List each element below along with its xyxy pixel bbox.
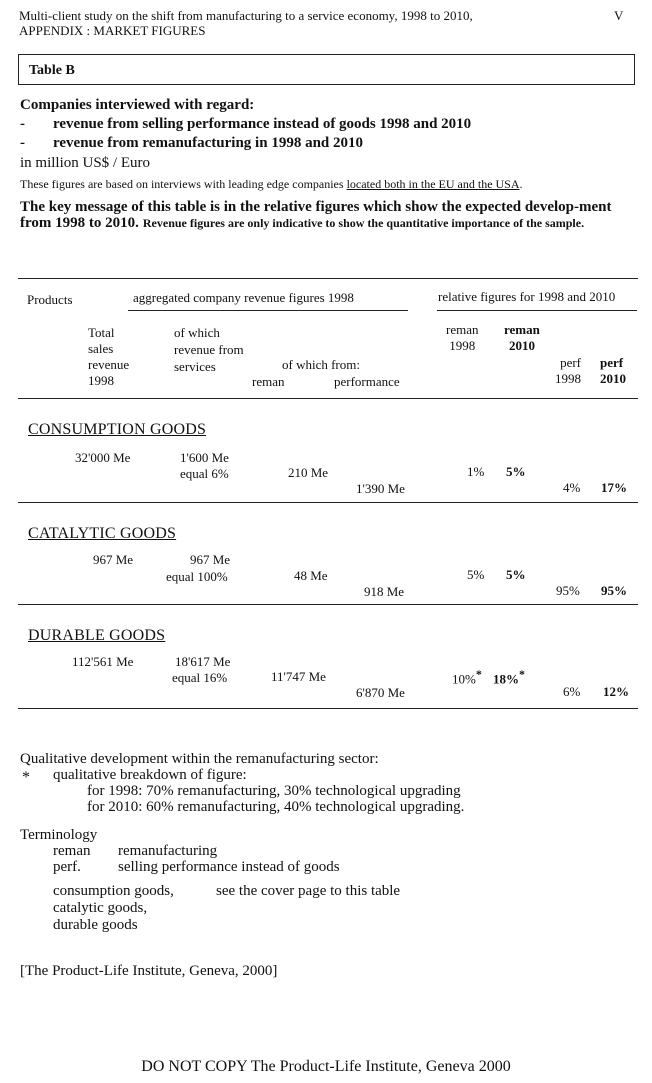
- header-line-2: APPENDIX : MARKET FIGURES: [19, 23, 206, 38]
- basis-end: .: [519, 177, 523, 191]
- basis-text: These figures are based on interviews with leading edge companies: [20, 177, 344, 191]
- row-perf-value: 6'870 Me: [356, 685, 405, 700]
- row-perf-2010: 17%: [601, 480, 627, 495]
- table-label-box: [18, 54, 635, 85]
- table-label: Table B: [29, 63, 75, 78]
- row-rule-1: [18, 502, 638, 503]
- key-message-bold: The key message of this table is in the relative figures which show the expected develop-ment from 1998 to 2010.: [20, 199, 612, 231]
- row-reman-value: 210 Me: [288, 465, 329, 480]
- subhead-services-l3: services: [174, 359, 216, 374]
- row-reman-1998: 1%: [467, 464, 485, 479]
- source-citation: [The Product-Life Institute, Geneva, 2000]: [20, 963, 278, 979]
- row-reman-value: 11'747 Me: [271, 669, 326, 684]
- row-services-share: equal 6%: [180, 466, 229, 481]
- relative-rule: [437, 310, 637, 311]
- subhead-reman-1998-l2: 1998: [449, 338, 476, 353]
- row-total: 967 Me: [93, 552, 134, 567]
- subhead-reman-1998-l1: reman: [446, 322, 479, 337]
- row-perf-value: 918 Me: [364, 584, 405, 599]
- intro-heading: Companies interviewed with regard:: [20, 97, 255, 113]
- row-total: 112'561 Me: [72, 654, 134, 669]
- section-catalytic-goods: CATALYTIC GOODS: [28, 525, 177, 542]
- subhead-total-l4: 1998: [88, 373, 114, 388]
- subhead-perf-2010: [600, 355, 626, 387]
- subhead-performance: performance: [334, 374, 400, 389]
- subhead-total-l2: sales: [88, 341, 114, 356]
- key-message-small: Revenue figures are only indicative to show the quantitative importance of the sample.: [142, 216, 585, 230]
- row-reman-2010: 5%: [506, 567, 526, 582]
- subhead-total: [88, 325, 129, 389]
- row-perf-1998: 95%: [556, 583, 580, 598]
- subhead-services-l2: revenue from: [174, 342, 244, 357]
- intro-bullet-2: revenue from remanufacturing in 1998 and 2010: [53, 135, 363, 151]
- row-reman-1998: [452, 667, 482, 687]
- row-services-value: 18'617 Me: [175, 654, 231, 669]
- row-services-share: equal 100%: [166, 569, 228, 584]
- section-durable-goods: DURABLE GOODS: [28, 627, 166, 644]
- table-top-rule: [18, 278, 638, 279]
- terminology-heading: Terminology: [20, 827, 98, 843]
- term-goods-3: durable goods: [53, 917, 138, 933]
- term-perf: perf.: [53, 859, 81, 875]
- term-goods-ref: see the cover page to this table: [216, 883, 401, 899]
- subhead-total-l3: revenue: [88, 357, 130, 372]
- subhead-reman-2010-l1: reman: [504, 322, 540, 337]
- subhead-services: [174, 324, 244, 375]
- qualitative-1998: for 1998: 70% remanufacturing, 30% technological upgrading: [87, 783, 461, 799]
- subhead-of-which-from: of which from:: [282, 357, 360, 372]
- page-number: V: [614, 8, 624, 23]
- aggregated-rule: [128, 310, 408, 311]
- col-aggregated: aggregated company revenue figures 1998: [133, 290, 354, 305]
- footnote-star: *: [519, 667, 525, 681]
- unit-line: in million US$ / Euro: [20, 155, 151, 171]
- basis-note: [20, 177, 523, 192]
- row-reman-2010: 5%: [506, 464, 526, 479]
- subhead-perf-1998-l2: 1998: [555, 371, 581, 386]
- row-perf-1998: 4%: [563, 480, 581, 495]
- term-goods-1: consumption goods,: [53, 883, 174, 899]
- header-bottom-rule: [18, 398, 638, 399]
- row-perf-value: 1'390 Me: [356, 481, 405, 496]
- header-line-1: Multi-client study on the shift from manufacturing to a service economy, 1998 to 2010,: [19, 8, 473, 23]
- qualitative-heading: Qualitative development within the remanufacturing sector:: [20, 751, 379, 767]
- row-reman-2010: [493, 667, 525, 687]
- row-services-share: equal 16%: [172, 670, 228, 685]
- footer-copyright: DO NOT COPY The Product-Life Institute, Geneva 2000: [141, 1058, 511, 1075]
- key-message: [20, 199, 632, 231]
- row-reman-value: 48 Me: [294, 568, 328, 583]
- basis-underlined: located both in the EU and the USA: [346, 177, 520, 191]
- row-reman-1998: 5%: [467, 567, 485, 582]
- bullet-dash-1: -: [20, 116, 25, 132]
- row-perf-2010: 12%: [603, 684, 629, 699]
- term-reman: reman: [53, 843, 91, 859]
- row-perf-2010: 95%: [601, 583, 627, 598]
- subhead-perf-2010-l2: 2010: [600, 371, 626, 386]
- table-bottom-rule: [18, 708, 638, 709]
- intro-bullet-1: revenue from selling performance instead of goods 1998 and 2010: [53, 116, 472, 132]
- row-rule-2: [18, 604, 638, 605]
- subhead-reman-1998: [446, 322, 478, 354]
- col-relative: relative figures for 1998 and 2010: [438, 289, 616, 304]
- term-goods-2: catalytic goods,: [53, 900, 148, 916]
- subhead-reman-2010: [504, 322, 540, 354]
- section-consumption-goods: CONSUMPTION GOODS: [28, 421, 207, 438]
- term-perf-def: selling performance instead of goods: [118, 859, 340, 875]
- subhead-perf-1998-l1: perf: [560, 355, 581, 370]
- qualitative-2010: for 2010: 60% remanufacturing, 40% technological upgrading.: [87, 799, 465, 815]
- row-reman-1998-value: 10%: [452, 671, 476, 687]
- col-products: Products: [27, 292, 73, 307]
- term-reman-def: remanufacturing: [118, 843, 218, 859]
- subhead-perf-1998: [555, 355, 581, 387]
- footnote-star: *: [475, 667, 482, 681]
- qualitative-item: qualitative breakdown of figure:: [53, 767, 247, 783]
- subhead-reman: reman: [252, 374, 285, 389]
- row-services-value: 967 Me: [190, 552, 231, 567]
- subhead-reman-2010-l2: 2010: [508, 338, 535, 353]
- row-reman-2010-value: 18%: [493, 671, 519, 687]
- row-total: 32'000 Me: [75, 450, 131, 465]
- qualitative-star: *: [22, 769, 30, 786]
- row-services-value: 1'600 Me: [180, 450, 229, 465]
- row-perf-1998: 6%: [563, 684, 581, 699]
- subhead-perf-2010-l1: perf: [600, 355, 624, 370]
- bullet-dash-2: -: [20, 135, 25, 151]
- subhead-total-l1: Total: [88, 325, 115, 340]
- subhead-services-l1: of which: [174, 325, 220, 340]
